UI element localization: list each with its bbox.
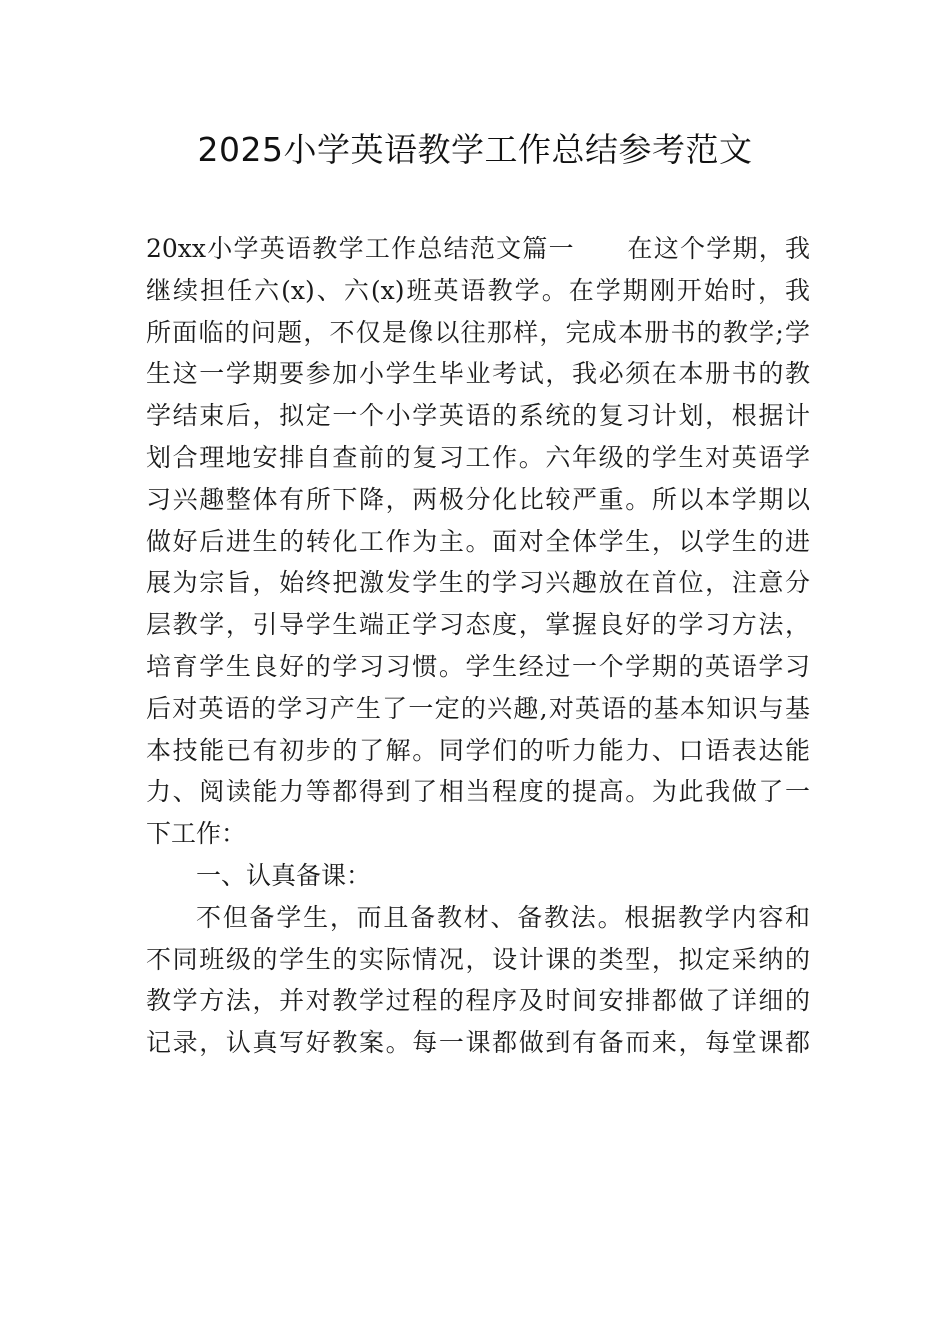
paragraph-line: 划合理地安排自查前的复习工作。六年级的学生对英语学 xyxy=(146,442,810,472)
document-body xyxy=(146,228,810,1064)
paragraph-line: 后对英语的学习产生了一定的兴趣,对英语的基本知识与基 xyxy=(146,693,810,723)
paragraph-line: 所面临的问题，不仅是像以往那样，完成本册书的教学;学 xyxy=(146,317,810,347)
paragraph-line: 20xx小学英语教学工作总结范文篇一 在这个学期，我 xyxy=(146,234,810,263)
paragraph-line: 习兴趣整体有所下降，两极分化比较严重。所以本学期以 xyxy=(146,484,810,514)
paragraph-line: 记录，认真写好教案。每一课都做到有备而来，每堂课都 xyxy=(146,1028,810,1058)
paragraph-line: 做好后进生的转化工作为主。面对全体学生，以学生的进 xyxy=(146,526,810,556)
paragraph-line: 本技能已有初步的了解。同学们的听力能力、口语表达能 xyxy=(146,735,810,765)
document-title: 2025小学英语教学工作总结参考范文 xyxy=(197,130,753,169)
paragraph-line: 不但备学生，而且备教材、备教法。根据教学内容和 xyxy=(196,902,810,932)
paragraph-line: 继续担任六(x)、六(x)班英语教学。在学期刚开始时，我 xyxy=(146,275,810,305)
paragraph-line: 层教学，引导学生端正学习态度，掌握良好的学习方法， xyxy=(146,610,810,640)
paragraph-line: 不同班级的学生的实际情况，设计课的类型，拟定采纳的 xyxy=(146,944,810,974)
paragraph-line: 培育学生良好的学习习惯。学生经过一个学期的英语学习 xyxy=(146,651,810,681)
paragraph-line: 教学方法，并对教学过程的程序及时间安排都做了详细的 xyxy=(146,986,810,1016)
paragraph-line: 生这一学期要参加小学生毕业考试，我必须在本册书的教 xyxy=(146,359,810,389)
paragraph-line: 力、阅读能力等都得到了相当程度的提高。为此我做了一 xyxy=(146,777,810,807)
paragraph-line: 下工作： xyxy=(146,819,247,849)
paragraph-line: 学结束后，拟定一个小学英语的系统的复习计划，根据计 xyxy=(146,401,810,431)
paragraph-line: 展为宗旨，始终把激发学生的学习兴趣放在首位，注意分 xyxy=(146,568,810,598)
section-heading: 一、认真备课： xyxy=(196,860,372,890)
